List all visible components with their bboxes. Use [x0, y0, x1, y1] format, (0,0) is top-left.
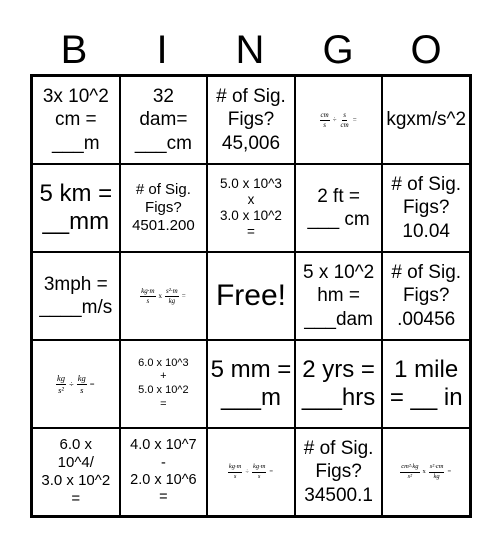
formula-equals: = — [181, 291, 186, 300]
formula-numerator: kg·m — [252, 464, 266, 473]
formula-denominator: cm — [340, 120, 349, 129]
bingo-cell-formula — [32, 340, 120, 428]
formula-numerator: cm²·kg — [400, 464, 419, 473]
bingo-card — [30, 74, 472, 518]
bingo-cell: 2 ft = ___ cm — [295, 164, 383, 252]
bingo-cell: 3mph = ____m/s — [32, 252, 120, 340]
bingo-cell: 2 yrs = ___hrs — [295, 340, 383, 428]
formula-equals: = — [447, 467, 452, 475]
formula-denominator: s — [323, 120, 326, 129]
formula-numerator: kg — [77, 373, 86, 383]
formula-numerator: kg — [57, 373, 66, 383]
formula-operator: ÷ — [245, 467, 249, 475]
bingo-cell: 5 x 10^2 hm = ___dam — [295, 252, 383, 340]
bingo-cell-formula — [382, 428, 470, 516]
header-letter-b: B — [60, 28, 88, 72]
formula-denominator: s² — [58, 384, 64, 395]
formula-numerator: s²·cm — [429, 464, 445, 473]
bingo-cell: # of Sig. Figs? 4501.200 — [120, 164, 208, 252]
formula-equals: = — [269, 467, 274, 475]
bingo-cell: # of Sig. Figs? .00456 — [382, 252, 470, 340]
bingo-cell-formula — [207, 428, 295, 516]
free-space: Free! — [207, 252, 295, 340]
bingo-cell: 5 km = __mm — [32, 164, 120, 252]
formula-numerator: s — [343, 110, 346, 119]
bingo-cell: # of Sig. Figs? 45,006 — [207, 76, 295, 164]
formula-denominator: s — [233, 472, 237, 480]
bingo-header — [30, 25, 470, 75]
bingo-cell: 5.0 x 10^3 x 3.0 x 10^2 = — [207, 164, 295, 252]
formula-equals: = — [89, 378, 95, 389]
formula-equals: = — [352, 115, 357, 124]
bingo-cell: 4.0 x 10^7 - 2.0 x 10^6 = — [120, 428, 208, 516]
bingo-cell: 6.0 x 10^3 + 5.0 x 10^2 = — [120, 340, 208, 428]
formula-operator: x — [422, 467, 426, 475]
bingo-cell: 3x 10^2 cm = ___m — [32, 76, 120, 164]
header-letter-n: N — [235, 28, 265, 72]
formula-denominator: s — [257, 472, 261, 480]
bingo-cell: 32 dam= ___cm — [120, 76, 208, 164]
formula-denominator: s — [80, 384, 84, 395]
bingo-cell: # of Sig. Figs? 34500.1 — [295, 428, 383, 516]
bingo-cell: 5 mm = ___m — [207, 340, 295, 428]
formula-denominator: kg — [433, 472, 440, 480]
bingo-cell: 6.0 x 10^4/ 3.0 x 10^2 = — [32, 428, 120, 516]
formula-denominator: kg — [168, 296, 176, 305]
formula-operator: x — [158, 291, 163, 300]
formula-numerator: cm — [320, 110, 329, 119]
header-letter-o: O — [410, 28, 442, 72]
header-letter-g: G — [322, 28, 354, 72]
formula-operator: ÷ — [69, 378, 74, 389]
bingo-cell: 1 mile = __ in — [382, 340, 470, 428]
header-letter-i: I — [156, 28, 168, 72]
formula-denominator: s — [146, 296, 150, 305]
bingo-cell: # of Sig. Figs? 10.04 — [382, 164, 470, 252]
formula-numerator: s²·m — [166, 286, 178, 295]
bingo-cell-formula — [295, 76, 383, 164]
bingo-cell-formula — [120, 252, 208, 340]
formula-operator: ÷ — [332, 115, 337, 124]
formula-denominator: s² — [407, 472, 413, 480]
formula-numerator: kg·m — [141, 286, 155, 295]
formula-numerator: kg·m — [228, 464, 242, 473]
bingo-cell: kgxm/s^2 — [382, 76, 470, 164]
